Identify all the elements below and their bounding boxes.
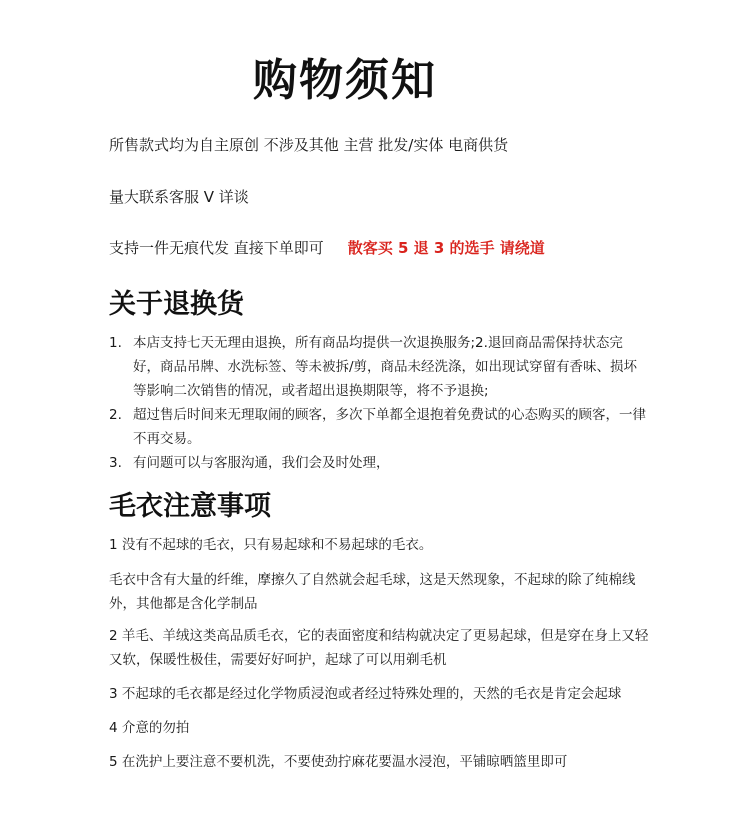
sweater-heading: 毛衣注意事项 [109, 491, 271, 522]
list-item-text: 有问题可以与客服沟通，我们会及时处理， [133, 455, 390, 471]
returns-item-1 [109, 331, 649, 403]
returns-item-3 [109, 451, 649, 475]
returns-list [109, 331, 649, 475]
sweater-paragraph-5: 4 介意的勿拍 [109, 720, 190, 736]
intro-line-3 [109, 237, 545, 258]
returns-item-2 [109, 403, 649, 451]
sweater-paragraph-3: 2 羊毛、羊绒这类高品质毛衣，它的表面密度和结构就决定了更易起球，但是穿在身上又轻又软，保暖性极佳，需要好好呵护，起球了可以用剃毛机 [109, 628, 649, 668]
intro-line-2: 量大联系客服 V 详谈 [109, 188, 249, 206]
list-item-text: 本店支持七天无理由退换，所有商品均提供一次退换服务;2.退回商品需保持状态完好，商品吊牌、水洗标签、等未被拆/剪，商品未经洗涤，如出现试穿留有香味、损坏等影响二次销售的情况，或者超出退换期限等，将不予退换; [133, 335, 638, 399]
list-item-text: 超过售后时间来无理取闹的顾客，多次下单都全退抱着免费试的心态购买的顾客，一律不再交易。 [133, 407, 646, 447]
page-title: 购物须知 [253, 55, 437, 106]
intro-line-1: 所售款式均为自主原创 不涉及其他 主营 批发/实体 电商供货 [109, 136, 509, 154]
list-number: 3. [109, 455, 122, 471]
list-number: 1. [109, 335, 122, 351]
sweater-paragraph-4: 3 不起球的毛衣都是经过化学物质浸泡或者经过特殊处理的，天然的毛衣是肯定会起球 [109, 686, 622, 702]
returns-heading: 关于退换货 [109, 289, 244, 320]
intro-line-3-text: 支持一件无痕代发 直接下单即可 [109, 239, 324, 257]
list-number: 2. [109, 407, 122, 423]
bulk-buyer-warning: 散客买 5 退 3 的选手 请绕道 [347, 239, 545, 257]
sweater-paragraph-1: 1 没有不起球的毛衣，只有易起球和不易起球的毛衣。 [109, 537, 433, 553]
sweater-paragraph-2: 毛衣中含有大量的纤维，摩擦久了自然就会起毛球，这是天然现象，不起球的除了纯棉线外，其他都是含化学制品 [109, 572, 636, 612]
sweater-paragraph-6: 5 在洗护上要注意不要机洗，不要使劲拧麻花要温水浸泡，平铺晾晒篮里即可 [109, 754, 568, 770]
